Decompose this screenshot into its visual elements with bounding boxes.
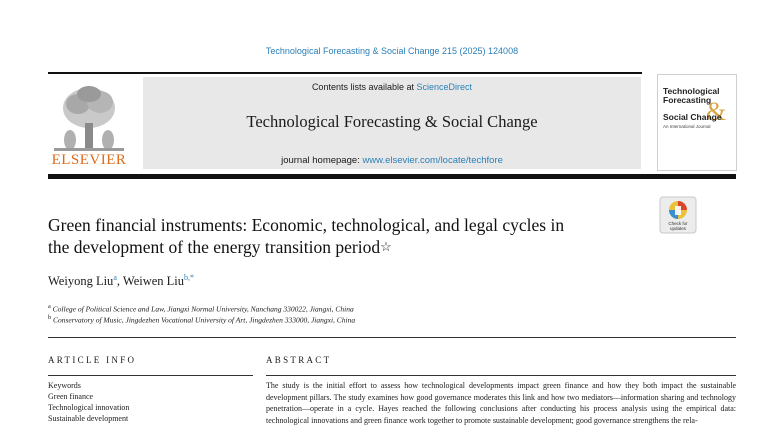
check-updates-label-1: Check for bbox=[668, 221, 688, 226]
affiliation-text: College of Political Science and Law, Jiangxi Normal University, Nanchang 330022, Jiangxi, China bbox=[52, 304, 354, 314]
abstract-rule bbox=[266, 375, 736, 376]
contents-prefix: Contents lists available at bbox=[311, 82, 414, 92]
cover-title-line-1: Technological bbox=[663, 86, 720, 96]
keyword-item: Green finance bbox=[48, 392, 94, 401]
affiliation-divider bbox=[48, 337, 736, 338]
sciencedirect-link[interactable]: ScienceDirect bbox=[416, 82, 473, 92]
contents-available-line bbox=[143, 82, 641, 92]
abstract-body: The study is the initial effort to assess how technological developments impact green finance and how they both impact the sustainable development pillars. The study examines how good governance moderates this link and how two mediators—information sharing and technology penetration—operate in a cycle. Hayes reached the following conclusions after conducting his process analysis using the empirical data: technological innovations and green finance work together to promote sustainable development; good governance strengthens the rela- bbox=[266, 381, 736, 425]
article-title-line-1: Green financial instruments: Economic, technological, and legal cycles in bbox=[48, 215, 565, 235]
article-info-heading: ARTICLE INFO bbox=[48, 355, 137, 365]
journal-title: Technological Forecasting & Social Change bbox=[246, 112, 538, 131]
affiliation-marker[interactable]: b,* bbox=[184, 273, 195, 282]
elsevier-wordmark: ELSEVIER bbox=[51, 152, 127, 168]
journal-homepage-link[interactable]: www.elsevier.com/locate/techfore bbox=[362, 155, 503, 166]
title-footnote-star[interactable]: ☆ bbox=[380, 239, 392, 254]
keywords-label: Keywords bbox=[48, 381, 81, 390]
affiliation-marker[interactable]: a bbox=[113, 273, 117, 282]
journal-citation[interactable]: Technological Forecasting & Social Change 215 (2025) 124008 bbox=[265, 46, 519, 56]
author-name[interactable]: Weiwen Liu bbox=[122, 274, 185, 289]
article-info-rule bbox=[48, 375, 253, 376]
check-for-updates-badge[interactable] bbox=[659, 196, 697, 234]
header-bottom-rule bbox=[48, 174, 736, 179]
abstract-heading: ABSTRACT bbox=[266, 355, 332, 365]
affiliation-letter: b bbox=[48, 314, 52, 321]
affiliation-letter: a bbox=[48, 303, 51, 310]
header-top-rule bbox=[48, 72, 642, 74]
cover-ampersand-graphic: & bbox=[706, 97, 727, 126]
article-title bbox=[48, 214, 648, 258]
journal-homepage-line bbox=[143, 155, 641, 166]
keywords-block bbox=[48, 380, 129, 424]
cover-title-line-3: Social Change bbox=[663, 112, 722, 122]
author-name[interactable]: Weiyong Liu bbox=[48, 274, 114, 289]
author-list bbox=[48, 273, 194, 289]
journal-cover-thumbnail[interactable] bbox=[657, 74, 737, 171]
cover-title-line-2: Forecasting bbox=[663, 95, 712, 105]
affiliation-b bbox=[48, 314, 355, 325]
affiliation-text: Conservatory of Music, Jingdezhen Vocational University of Art, Jingdezhen 333000, Jiangxi, China bbox=[53, 315, 356, 325]
affiliation-a bbox=[48, 303, 354, 314]
cover-subtitle: An International Journal bbox=[663, 124, 711, 129]
keyword-item: Sustainable development bbox=[48, 414, 129, 423]
author-separator: , bbox=[116, 274, 123, 289]
article-title-line-2: the development of the energy transition period bbox=[48, 237, 381, 257]
keyword-item: Technological innovation bbox=[48, 403, 130, 412]
homepage-prefix: journal homepage: bbox=[281, 155, 360, 166]
check-updates-label-2: updates bbox=[669, 226, 687, 231]
